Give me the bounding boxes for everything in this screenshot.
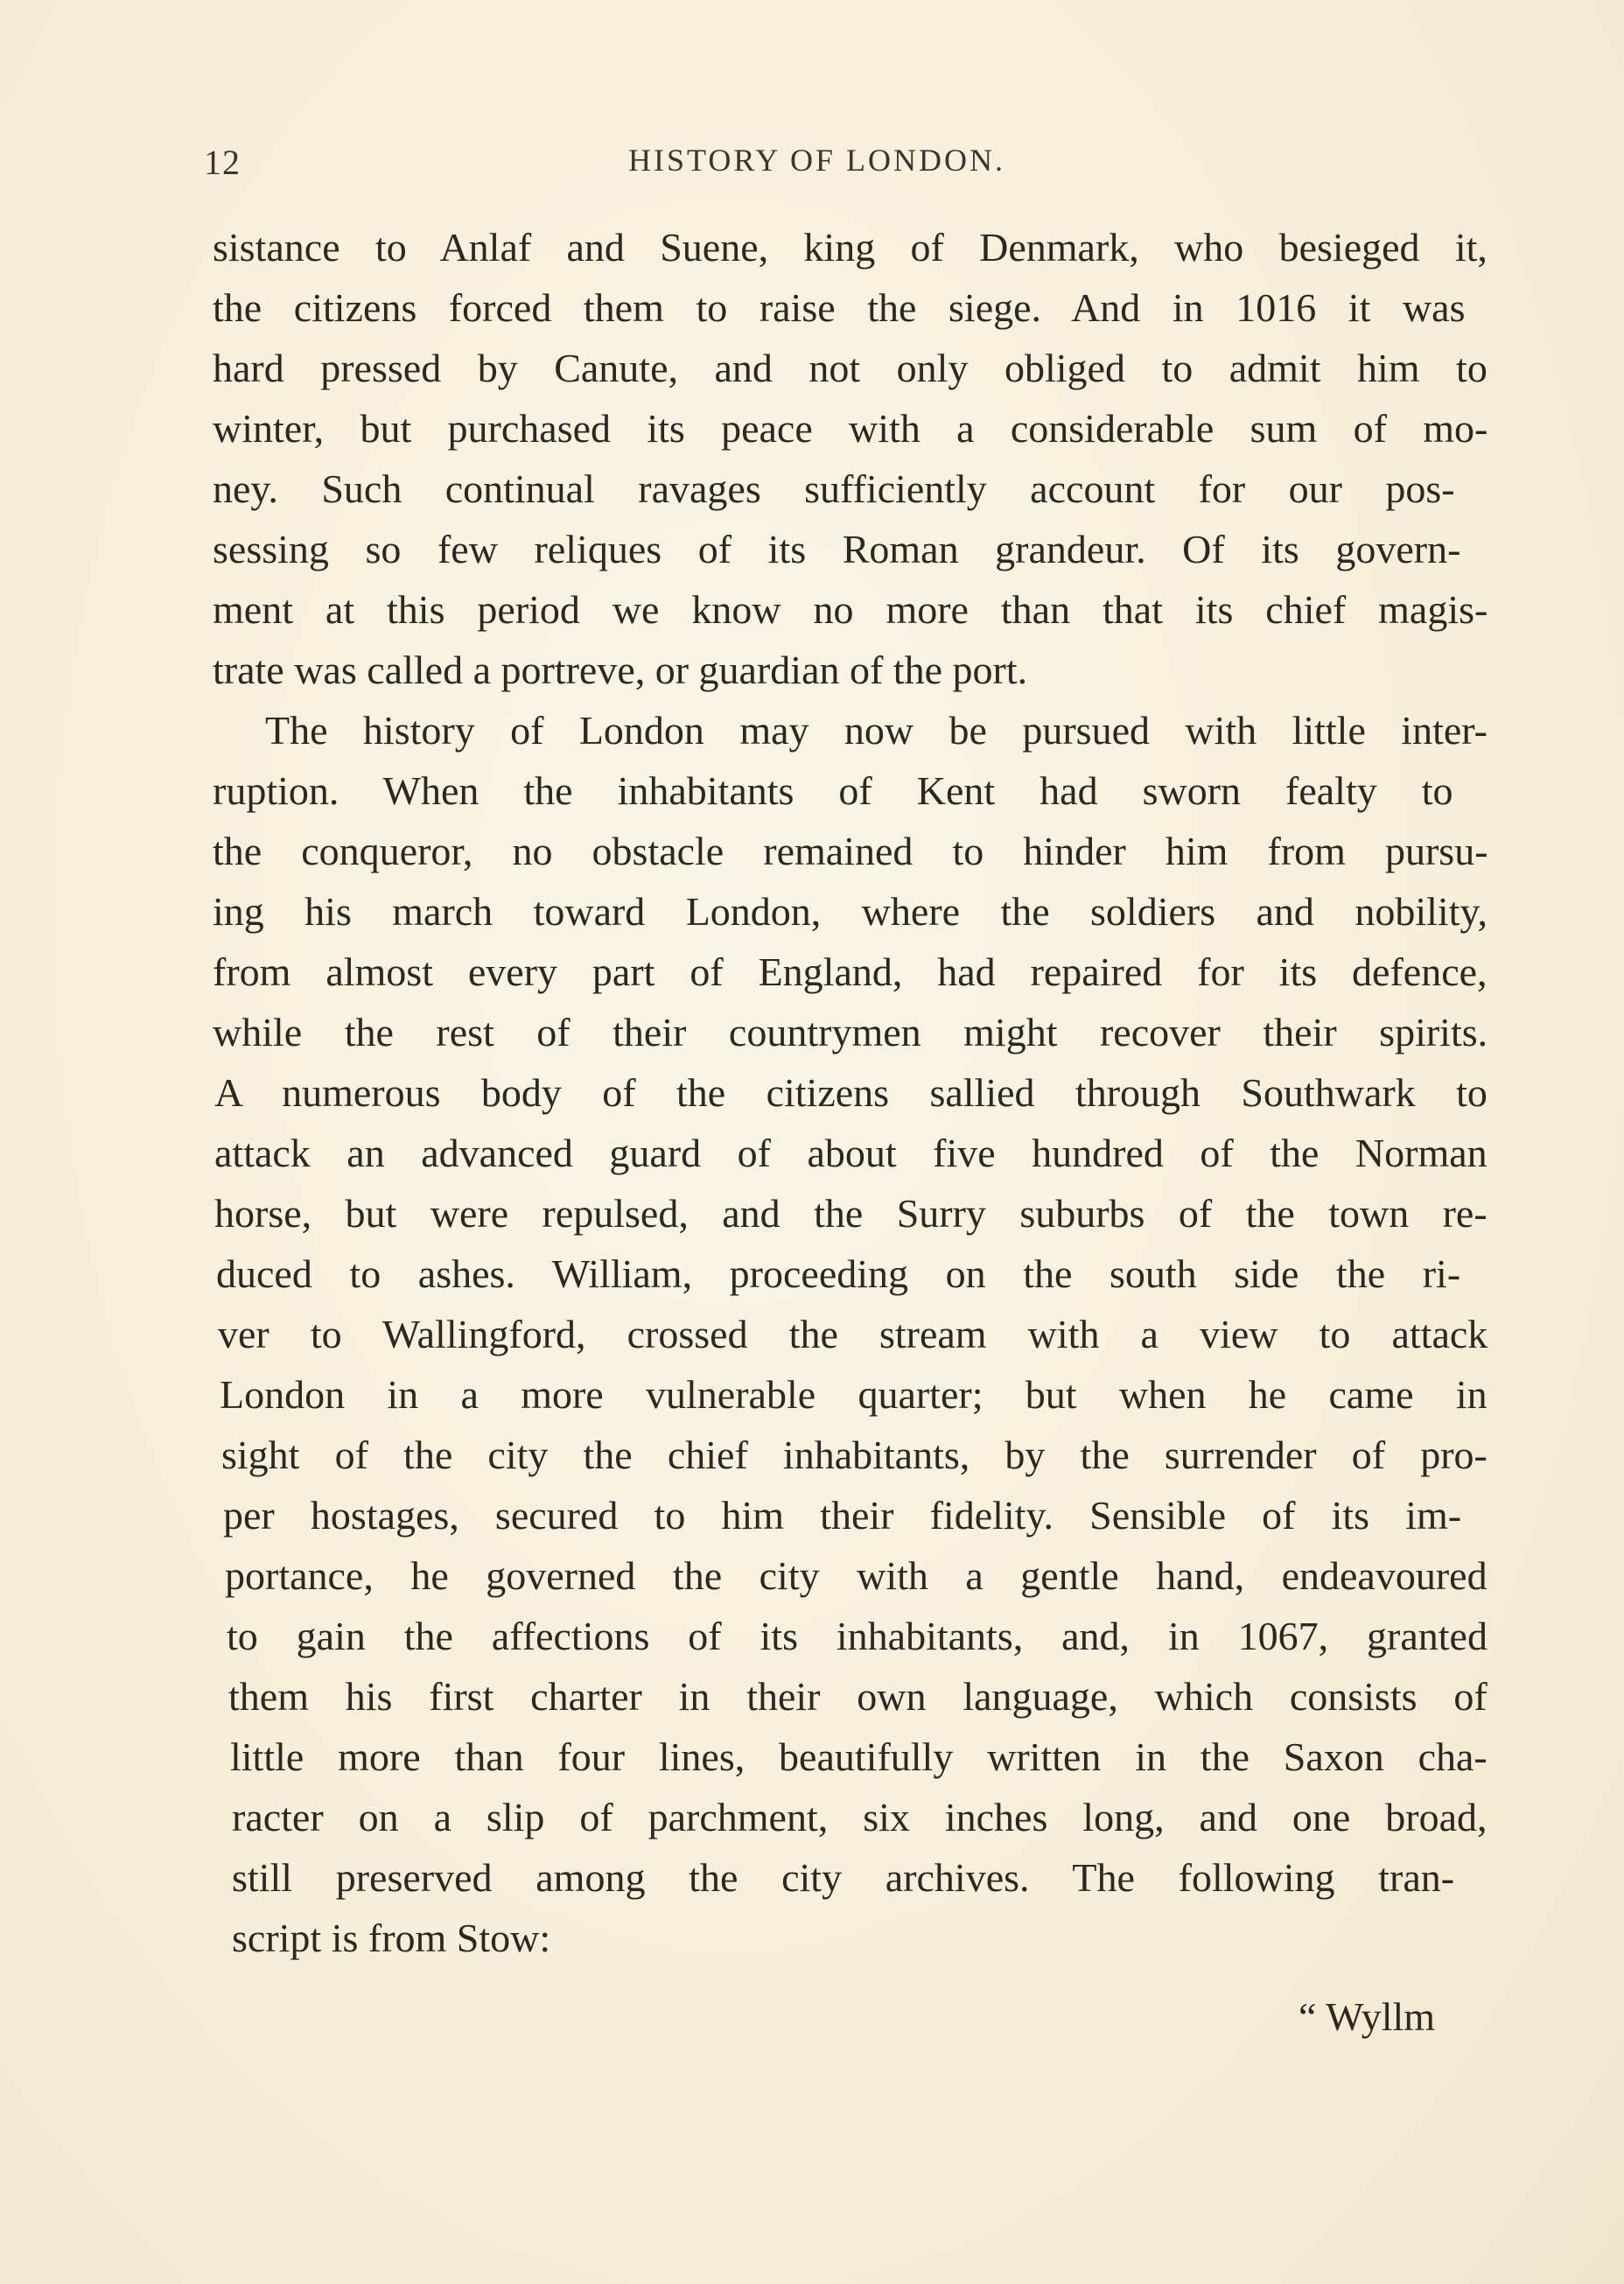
- running-head: [0, 131, 1624, 184]
- text-line: portance, he governed the city with a gentle hand, endeavoured: [225, 1553, 1488, 1598]
- catchword: “ Wyllm: [1298, 1994, 1436, 2039]
- text-line: ment at this period we know no more than that its chief magis-: [213, 587, 1488, 632]
- text-line: horse, but were repulsed, and the Surry suburbs of the town re-: [214, 1191, 1488, 1236]
- text-line: attack an advanced guard of about five hundred of the Norman: [214, 1131, 1488, 1175]
- running-title: HISTORY OF LONDON.: [628, 143, 1006, 178]
- text-line: ney. Such continual ravages sufficiently account for our pos-: [213, 466, 1455, 511]
- text-line: ver to Wallingford, crossed the stream with a view to attack: [218, 1312, 1488, 1356]
- text-line: still preserved among the city archives. The following tran-: [232, 1855, 1455, 1900]
- text-line: while the rest of their countrymen might recover their spirits.: [213, 1010, 1488, 1054]
- text-line: to gain the affections of its inhabitants, and, in 1067, granted: [227, 1614, 1488, 1658]
- text-line: sight of the city the chief inhabitants, by the surrender of pro-: [221, 1433, 1488, 1477]
- text-line: A numerous body of the citizens sallied through Southwark to: [214, 1070, 1488, 1115]
- text-line: them his first charter in their own language, which consists of: [228, 1674, 1488, 1719]
- text-line: per hostages, secured to him their fidelity. Sensible of its im-: [223, 1493, 1462, 1538]
- text-line: little more than four lines, beautifully written in the Saxon cha-: [230, 1734, 1488, 1779]
- text-line: winter, but purchased its peace with a considerable sum of mo-: [213, 406, 1488, 451]
- text-line: ing his march toward London, where the soldiers and nobility,: [213, 889, 1488, 934]
- text-line: ruption. When the inhabitants of Kent had sworn fealty to: [213, 768, 1453, 813]
- text-line: sessing so few reliques of its Roman grandeur. Of its govern-: [213, 527, 1461, 571]
- text-line: the conqueror, no obstacle remained to hinder him from pursu-: [213, 829, 1488, 873]
- page-number: 12: [204, 143, 241, 182]
- text-line: London in a more vulnerable quarter; but when he came in: [220, 1372, 1488, 1417]
- text-line: trate was called a portreve, or guardian of the port.: [213, 648, 1028, 692]
- text-line: script is from Stow:: [232, 1916, 551, 1960]
- text-line: racter on a slip of parchment, six inches long, and one broad,: [232, 1795, 1488, 1839]
- text-line: hard pressed by Canute, and not only obliged to admit him to: [213, 346, 1488, 390]
- text-line: duced to ashes. William, proceeding on the south side the ri-: [216, 1251, 1461, 1296]
- text-line: The history of London may now be pursued with little inter-: [265, 708, 1488, 753]
- text-line: sistance to Anlaf and Suene, king of Denmark, who besieged it,: [213, 225, 1488, 270]
- text-line: the citizens forced them to raise the siege. And in 1016 it was: [213, 285, 1466, 330]
- text-line: from almost every part of England, had repaired for its defence,: [213, 949, 1488, 994]
